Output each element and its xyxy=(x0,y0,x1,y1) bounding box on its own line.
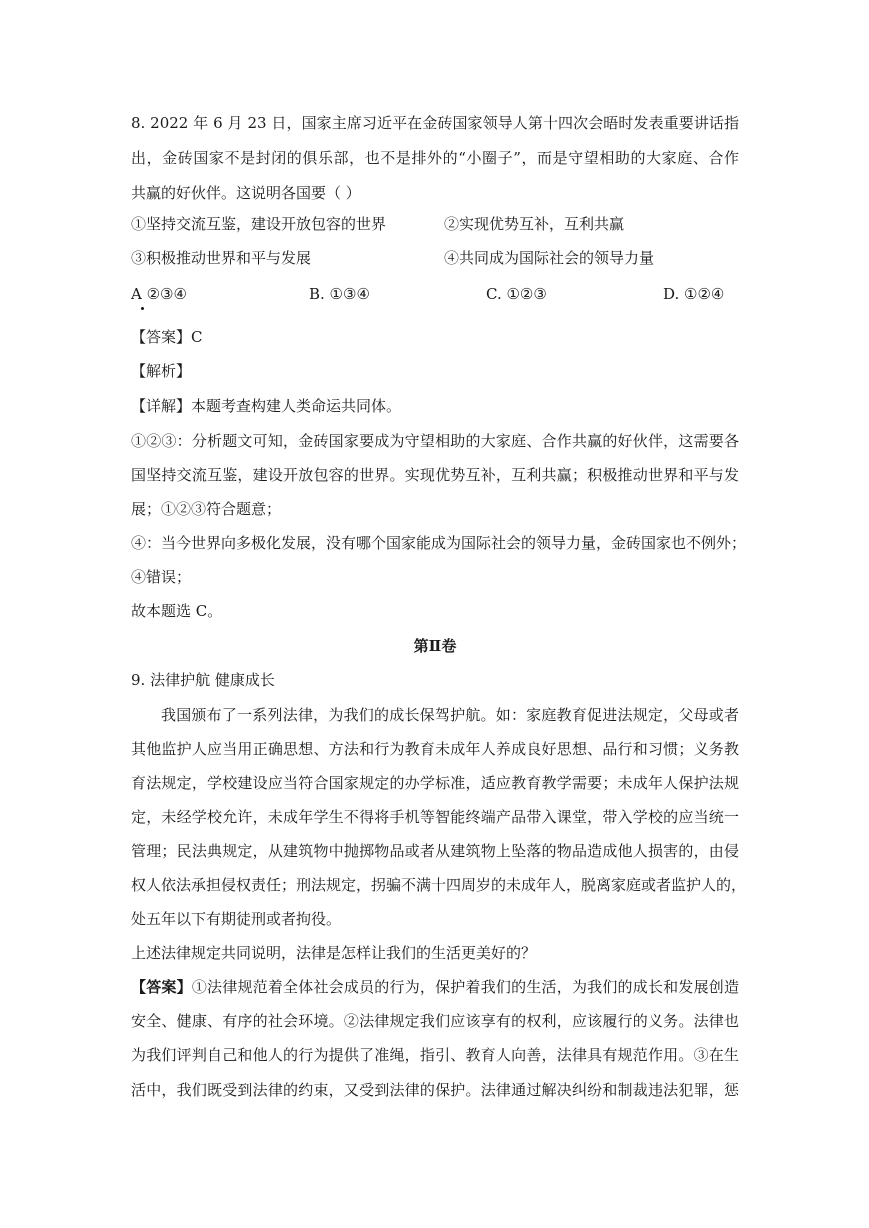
q8-explanation-line-6: 故本题选 C。 xyxy=(131,602,223,620)
q8-item-4: ④共同成为国际社会的领导力量 xyxy=(444,249,655,267)
q9-answer-first: ①法律规范着全体社会成员的行为，保护着我们的生活，为我们的成长和发展创造 xyxy=(191,978,739,996)
q8-stem-line-3: 共赢的好伙伴。这说明各国要（ ） xyxy=(131,184,361,202)
q9-answer-line-3: 为我们评判自己和他人的行为提供了准绳，指引、教育人向善，法律具有规范作用。③在生 xyxy=(131,1046,739,1064)
q9-answer-label: 【答案】 xyxy=(131,978,192,996)
q9-question: 上述法律规定共同说明，法律是怎样让我们的生活更美好的？ xyxy=(131,944,537,962)
q8-item-2: ②实现优势互补，互利共赢 xyxy=(444,215,625,233)
q9-answer-line-2: 安全、健康、有序的社会环境。②法律规定我们应该享有的权利，应该履行的义务。法律也 xyxy=(131,1012,739,1030)
q8-explanation-line-1: ①②③：分析题文可知，金砖国家要成为守望相助的大家庭、合作共赢的好伙伴，这需要各 xyxy=(131,432,739,450)
q9-answer-line-4: 活中，我们既受到法律的约束，又受到法律的保护。法律通过解决纠纷和制裁违法犯罪，惩 xyxy=(131,1081,739,1099)
q8-explanation-line-4: ④：当今世界向多极化发展，没有哪个国家能成为国际社会的领导力量，金砖国家也不例外； xyxy=(131,534,747,552)
q8-option-b: B. ①③④ xyxy=(309,285,370,303)
q8-analysis-heading: 【解析】 xyxy=(131,362,192,380)
section-title: 第Ⅱ卷 xyxy=(413,637,457,655)
q8-option-c: C. ①②③ xyxy=(486,285,547,303)
q8-option-d: D. ①②④ xyxy=(663,285,725,303)
q8-detail: 【详解】本题考查构建人类命运共同体。 xyxy=(131,397,402,415)
q8-explanation-line-2: 国坚持交流互鉴，建设开放包容的世界。实现优势互补，互利共赢；积极推动世界和平与发 xyxy=(131,466,739,484)
q9-material-line-1: 我国颁布了一系列法律，为我们的成长保驾护航。如：家庭教育促进法规定，父母或者 xyxy=(161,706,739,724)
q9-title: 9. 法律护航 健康成长 xyxy=(131,671,275,689)
q9-material-line-6: 权人依法承担侵权责任；刑法规定，拐骗不满十四周岁的未成年人，脱离家庭或者监护人的， xyxy=(131,876,747,894)
q8-stem-line-2: 出，金砖国家不是封闭的俱乐部，也不是排外的“小圈子”，而是守望相助的大家庭、合作 xyxy=(131,149,739,167)
q8-answer: 【答案】C xyxy=(131,328,203,346)
q8-stem-line-1: 8. 2022 年 6 月 23 日，国家主席习近平在金砖国家领导人第十四次会晤时发表重要讲话指 xyxy=(131,114,739,132)
stray-dot-mark xyxy=(141,307,144,310)
q8-explanation-line-5: ④错误； xyxy=(131,568,192,586)
q8-item-3: ③积极推动世界和平与发展 xyxy=(131,249,312,267)
q8-item-1: ①坚持交流互鉴，建设开放包容的世界 xyxy=(131,215,387,233)
q9-material-line-4: 定，未经学校允许，未成年学生不得将手机等智能终端产品带入课堂，带入学校的应当统一 xyxy=(131,808,739,826)
q9-answer-line-1 xyxy=(131,977,739,997)
q8-option-a: A ②③④ xyxy=(131,285,187,303)
q9-material-line-3: 育法规定，学校建设应当符合国家规定的办学标准，适应教育教学需要；未成年人保护法规 xyxy=(131,774,739,792)
q9-material-line-7: 处五年以下有期徒刑或者拘役。 xyxy=(131,910,342,928)
q9-material-line-2: 其他监护人应当用正确思想、方法和行为教育未成年人养成良好思想、品行和习惯；义务教 xyxy=(131,740,739,758)
q9-material-line-5: 管理；民法典规定，从建筑物中抛掷物品或者从建筑物上坠落的物品造成他人损害的，由侵 xyxy=(131,842,739,860)
q8-explanation-line-3: 展；①②③符合题意； xyxy=(131,500,282,518)
